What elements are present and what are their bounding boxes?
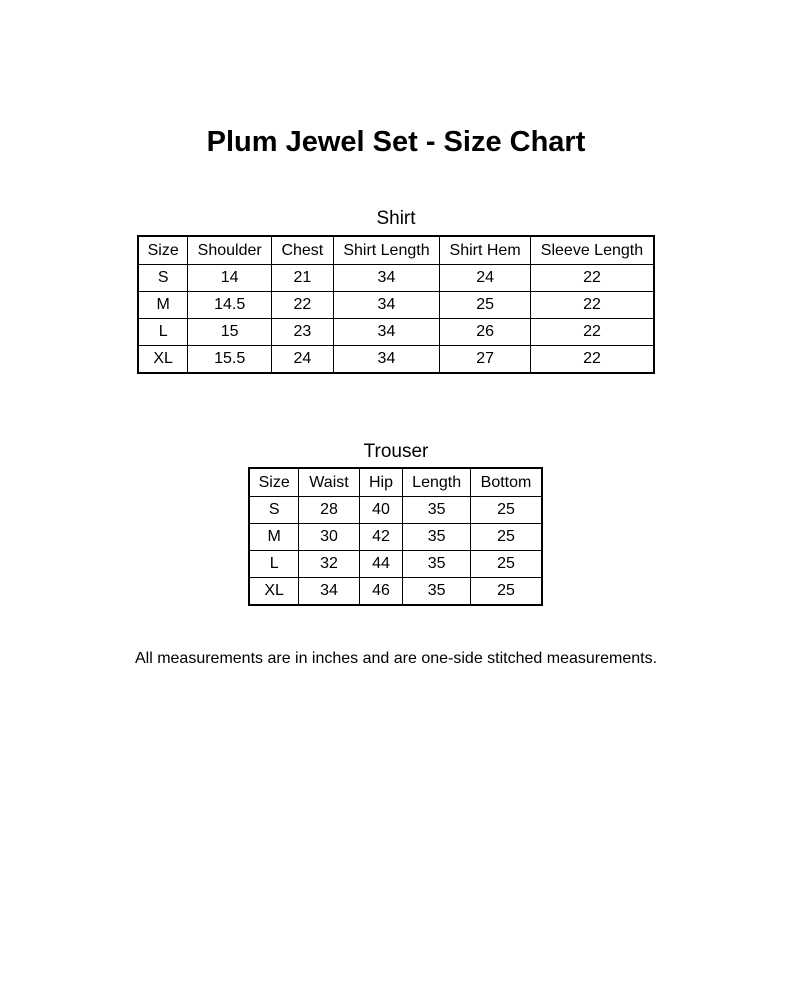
table-cell: 21 <box>272 265 334 292</box>
table-cell: 34 <box>333 292 440 319</box>
table-cell: 40 <box>359 497 403 524</box>
table-header-row <box>138 236 654 265</box>
table-row <box>138 319 654 346</box>
table-cell: 22 <box>530 346 654 374</box>
column-header: Length <box>403 468 471 497</box>
table-cell: 25 <box>471 524 543 551</box>
table-cell: 25 <box>471 551 543 578</box>
shirt-table-caption: Shirt <box>376 208 416 229</box>
column-header: Waist <box>299 468 359 497</box>
table-row <box>249 497 542 524</box>
shirt-size-table <box>137 235 655 374</box>
table-cell: 22 <box>530 265 654 292</box>
table-cell: 30 <box>299 524 359 551</box>
table-cell: 44 <box>359 551 403 578</box>
table-cell: L <box>249 551 299 578</box>
table-cell: 24 <box>440 265 531 292</box>
table-cell: 14 <box>188 265 272 292</box>
table-row <box>249 551 542 578</box>
table-cell: 15.5 <box>188 346 272 374</box>
table-cell: 34 <box>299 578 359 606</box>
table-cell: 15 <box>188 319 272 346</box>
table-cell: 42 <box>359 524 403 551</box>
table-cell: 32 <box>299 551 359 578</box>
table-row <box>249 578 542 606</box>
column-header: Sleeve Length <box>530 236 654 265</box>
table-row <box>138 346 654 374</box>
column-header: Shoulder <box>188 236 272 265</box>
table-cell: S <box>249 497 299 524</box>
table-cell: 22 <box>530 319 654 346</box>
table-cell: 26 <box>440 319 531 346</box>
column-header: Shirt Length <box>333 236 440 265</box>
table-cell: 35 <box>403 524 471 551</box>
page-title: Plum Jewel Set - Size Chart <box>206 126 586 158</box>
table-cell: XL <box>249 578 299 606</box>
table-cell: 24 <box>272 346 334 374</box>
table-cell: L <box>138 319 188 346</box>
column-header: Bottom <box>471 468 543 497</box>
table-row <box>249 524 542 551</box>
trouser-size-table <box>248 467 543 606</box>
table-header-row <box>249 468 542 497</box>
table-cell: 35 <box>403 578 471 606</box>
table-row <box>138 265 654 292</box>
column-header: Chest <box>272 236 334 265</box>
table-cell: XL <box>138 346 188 374</box>
table-cell: M <box>138 292 188 319</box>
measurement-footnote: All measurements are in inches and are one-side stitched measurements. <box>134 650 658 667</box>
table-cell: 35 <box>403 551 471 578</box>
column-header: Hip <box>359 468 403 497</box>
table-cell: 22 <box>530 292 654 319</box>
trouser-table-caption: Trouser <box>363 441 429 462</box>
table-cell: 27 <box>440 346 531 374</box>
table-cell: 22 <box>272 292 334 319</box>
table-cell: 34 <box>333 319 440 346</box>
table-cell: 25 <box>440 292 531 319</box>
column-header: Size <box>138 236 188 265</box>
table-cell: 34 <box>333 346 440 374</box>
column-header: Shirt Hem <box>440 236 531 265</box>
table-cell: S <box>138 265 188 292</box>
table-cell: 14.5 <box>188 292 272 319</box>
table-cell: M <box>249 524 299 551</box>
table-cell: 25 <box>471 578 543 606</box>
table-cell: 35 <box>403 497 471 524</box>
column-header: Size <box>249 468 299 497</box>
table-cell: 46 <box>359 578 403 606</box>
table-cell: 34 <box>333 265 440 292</box>
table-row <box>138 292 654 319</box>
table-cell: 25 <box>471 497 543 524</box>
table-cell: 23 <box>272 319 334 346</box>
table-cell: 28 <box>299 497 359 524</box>
